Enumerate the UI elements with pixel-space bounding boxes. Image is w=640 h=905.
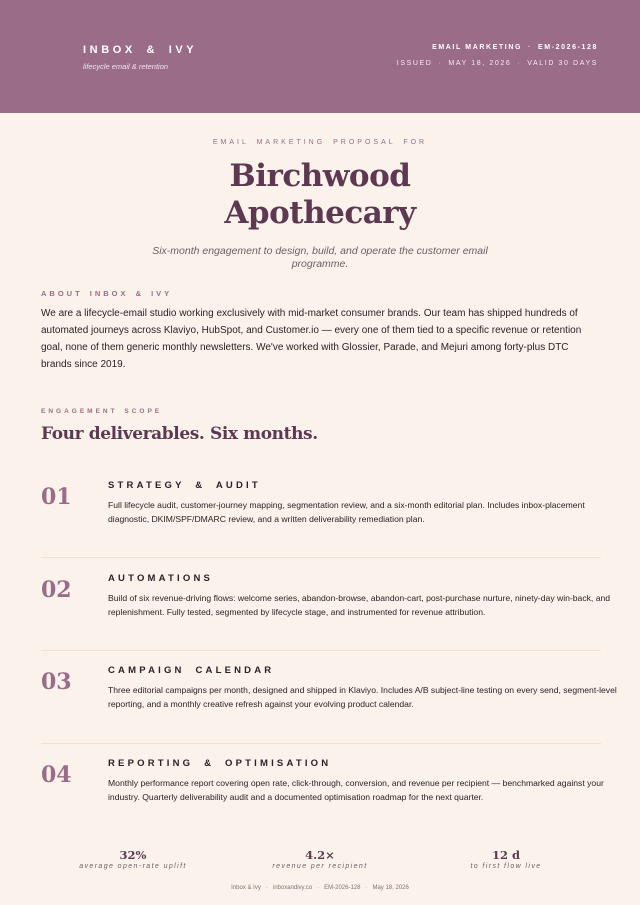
stat-label: average open-rate uplift <box>79 863 187 870</box>
footer-doc-id: EM-2026-128 <box>324 885 361 891</box>
scope-heading: Four deliverables. Six months. <box>41 424 318 444</box>
deliverable-number: 04 <box>41 762 72 788</box>
proposal-subtitle: Six-month engagement to design, build, and operate the customer email programme. <box>152 245 488 270</box>
stat-revenue <box>220 848 420 870</box>
issued-date: MAY 18, 2026 <box>448 60 512 67</box>
deliverable-title: AUTOMATIONS <box>108 573 214 584</box>
stat-value: 12 d <box>491 848 521 862</box>
divider <box>41 557 601 558</box>
client-name <box>0 158 640 232</box>
deliverable-title: REPORTING & OPTIMISATION <box>108 758 332 769</box>
deliverable-title: STRATEGY & AUDIT <box>108 480 261 491</box>
issued-line: ISSUED · MAY 18, 2026 · VALID 30 DAYS <box>396 60 598 67</box>
brand-name: INBOX & IVY <box>83 44 198 56</box>
doc-type: EMAIL MARKETING <box>432 44 523 51</box>
about-body: We are a lifecycle-email studio working exclusively with mid-market consumer brands. Our team has shipped hundreds of automated journeys across Klaviyo, HubSpot, and Customer.io — every one of them tied to a specific revenue or retention goal, none of them generic monthly newsletters. We've worked with Glossier, Parade, and Mejuri among forty-plus DTC brands since 2019. <box>41 308 582 370</box>
deliverable-body: Three editorial campaigns per month, designed and shipped in Klaviyo. Includes A/B subject-line testing on every send, segment-level reporting, and a monthly creative refresh against your evolving product calendar. <box>108 685 617 709</box>
deliverable-body: Build of six revenue-driving flows: welcome series, abandon-browse, abandon-cart, post-purchase nurture, ninety-day win-back, and replenishment. Fully tested, segmented by lifecycle stage, and instrumented for revenue attribution. <box>108 593 611 617</box>
deliverable-body: Monthly performance report covering open rate, click-through, conversion, and revenue per recipient — benchmarked against your industry. Quarterly deliverability audit and a documented optimisation roadmap for the next quarter. <box>108 778 604 802</box>
deliverable-number: 03 <box>41 669 72 695</box>
stat-value: 32% <box>119 848 147 862</box>
footer-company: Inbox & Ivy <box>231 885 261 891</box>
deliverable-number: 02 <box>41 577 72 603</box>
stat-value: 4.2× <box>305 848 335 862</box>
stat-label: revenue per recipient <box>272 863 368 870</box>
divider <box>41 743 601 744</box>
footer-website[interactable]: inboxandivy.co <box>272 885 313 891</box>
scope-label: ENGAGEMENT SCOPE <box>41 408 163 415</box>
validity: VALID 30 DAYS <box>527 60 598 67</box>
stat-open-rate <box>33 848 233 870</box>
client-name-line-2: Apothecary <box>224 195 416 231</box>
issued-label: ISSUED <box>396 60 433 67</box>
doc-type-line: EMAIL MARKETING · EM-2026-128 <box>432 44 598 51</box>
brand-tagline: lifecycle email & retention <box>83 62 169 71</box>
footer: Inbox & Ivy · inboxandivy.co · EM-2026-128 · May 18, 2026 <box>231 885 409 891</box>
about-label: ABOUT INBOX & IVY <box>41 289 173 298</box>
deliverable-number: 01 <box>41 484 72 510</box>
proposal-eyebrow: EMAIL MARKETING PROPOSAL FOR <box>212 139 428 146</box>
stat-label: to first flow live <box>470 863 542 870</box>
divider <box>41 650 601 651</box>
header-band <box>0 0 640 113</box>
client-name-line-1: Birchwood <box>229 158 411 194</box>
deliverable-body: Full lifecycle audit, customer-journey mapping, segmentation review, and a six-month editorial plan. Includes inbox-placement diagnostic, DKIM/SPF/DMARC review, and a written deliverability remediation plan. <box>108 500 585 524</box>
deliverable-title: CAMPAIGN CALENDAR <box>108 665 275 676</box>
doc-id: EM-2026-128 <box>537 44 598 51</box>
stat-first-flow <box>406 848 606 870</box>
footer-date: May 18, 2026 <box>372 885 409 891</box>
